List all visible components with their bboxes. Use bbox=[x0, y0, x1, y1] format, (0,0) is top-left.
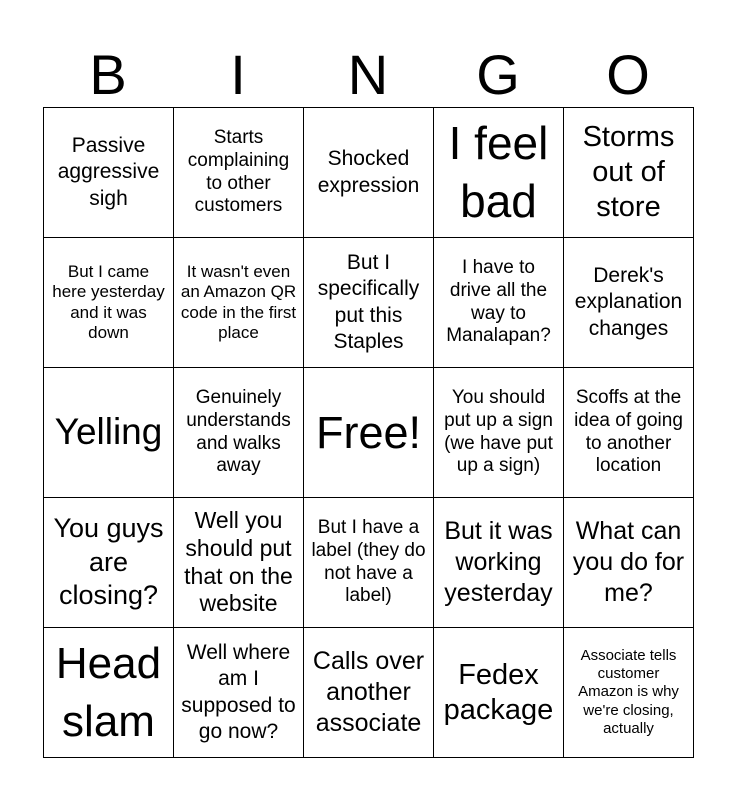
bingo-cell: But it was working yesterday bbox=[434, 498, 564, 628]
board-row bbox=[44, 628, 694, 758]
bingo-cell: Derek's explanation changes bbox=[564, 238, 694, 368]
bingo-cell: Starts complaining to other customers bbox=[174, 108, 304, 238]
board-row bbox=[44, 368, 694, 498]
bingo-board bbox=[43, 107, 694, 758]
bingo-cell: But I specifically put this Staples bbox=[304, 238, 434, 368]
bingo-cell: What can you do for me? bbox=[564, 498, 694, 628]
bingo-cell: Free! bbox=[304, 368, 434, 498]
bingo-cell: Associate tells customer Amazon is why we're closing, actually bbox=[564, 628, 694, 758]
header-letter-i: I bbox=[230, 43, 246, 106]
board-row bbox=[44, 108, 694, 238]
bingo-cell: I have to drive all the way to Manalapan? bbox=[434, 238, 564, 368]
header-letter-b: B bbox=[89, 43, 127, 106]
board-row bbox=[44, 498, 694, 628]
header-letter-o: O bbox=[606, 43, 650, 106]
bingo-cell: Shocked expression bbox=[304, 108, 434, 238]
bingo-cell: Scoffs at the idea of going to another location bbox=[564, 368, 694, 498]
bingo-cell: Genuinely understands and walks away bbox=[174, 368, 304, 498]
bingo-cell: Well you should put that on the website bbox=[174, 498, 304, 628]
bingo-cell: Head slam bbox=[44, 628, 174, 758]
bingo-cell: Fedex package bbox=[434, 628, 564, 758]
bingo-cell: You guys are closing? bbox=[44, 498, 174, 628]
bingo-header bbox=[43, 44, 693, 106]
bingo-cell: Passive aggressive sigh bbox=[44, 108, 174, 238]
board-row bbox=[44, 238, 694, 368]
bingo-cell: Yelling bbox=[44, 368, 174, 498]
bingo-cell: Well where am I supposed to go now? bbox=[174, 628, 304, 758]
bingo-cell: But I came here yesterday and it was down bbox=[44, 238, 174, 368]
header-letter-n: N bbox=[347, 43, 389, 106]
bingo-cell: I feel bad bbox=[434, 108, 564, 238]
header-letter-g: G bbox=[476, 43, 520, 106]
bingo-cell: You should put up a sign (we have put up a sign) bbox=[434, 368, 564, 498]
bingo-cell: Storms out of store bbox=[564, 108, 694, 238]
bingo-cell: Calls over another associate bbox=[304, 628, 434, 758]
bingo-cell: It wasn't even an Amazon QR code in the first place bbox=[174, 238, 304, 368]
bingo-cell: But I have a label (they do not have a label) bbox=[304, 498, 434, 628]
